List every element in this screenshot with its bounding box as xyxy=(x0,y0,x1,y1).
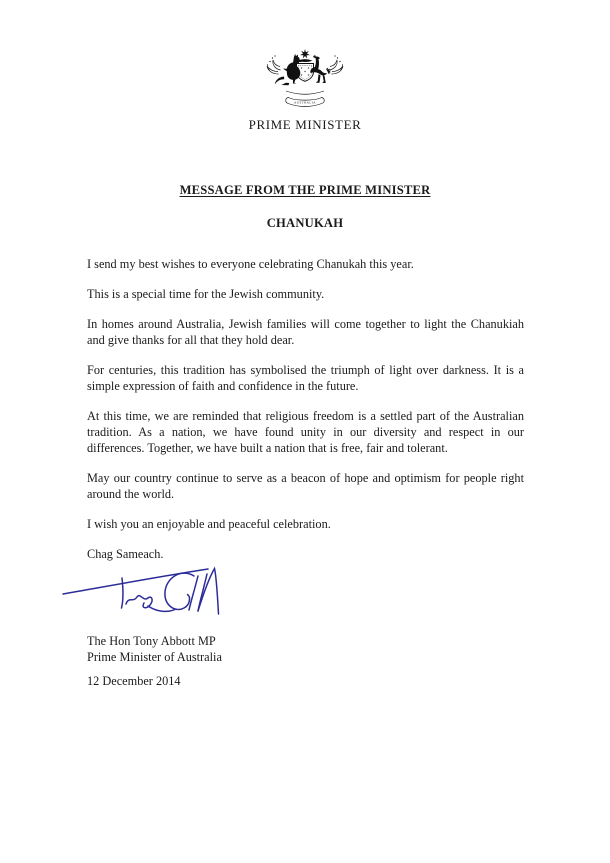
letter-paragraph: In homes around Australia, Jewish families will come together to light the Chanukiah and give thanks for all that they hold dear. xyxy=(87,317,524,347)
signatory-title: Prime Minister of Australia xyxy=(87,650,222,664)
letter-paragraph: I send my best wishes to everyone celebrating Chanukah this year. xyxy=(87,257,414,271)
scroll-banner-text: AUSTRALIA xyxy=(293,100,317,105)
letter-date: 12 December 2014 xyxy=(87,674,181,688)
signature-handwriting xyxy=(58,563,236,628)
letter-paragraph: At this time, we are reminded that religious freedom is a settled part of the Australian tradition. As a nation, we have found unity in our diversity and respect in our differences. Together, we have built a nation that is free, fair and tolerant. xyxy=(87,409,524,455)
signatory-name: The Hon Tony Abbott MP xyxy=(87,634,216,648)
letter-subject: CHANUKAH xyxy=(266,216,344,230)
signature-block xyxy=(87,633,222,665)
australian-coat-of-arms-icon xyxy=(257,49,353,116)
letter-paragraph: This is a special time for the Jewish community. xyxy=(87,287,325,301)
letter-paragraph: For centuries, this tradition has symbolised the triumph of light over darkness. It is a simple expression of faith and confidence in the future. xyxy=(87,363,524,393)
letter-paragraph: I wish you an enjoyable and peaceful celebration. xyxy=(87,517,331,531)
letter-paragraph: May our country continue to serve as a beacon of hope and optimism for people right around the world. xyxy=(87,471,524,501)
office-title: PRIME MINISTER xyxy=(248,117,362,132)
letter-body xyxy=(87,256,524,576)
emu-icon xyxy=(310,55,331,83)
letter-title: MESSAGE FROM THE PRIME MINISTER xyxy=(179,183,431,197)
letter-paragraph: Chag Sameach. xyxy=(87,547,164,561)
commonwealth-star-icon xyxy=(300,49,310,59)
signature-ink xyxy=(63,569,219,615)
